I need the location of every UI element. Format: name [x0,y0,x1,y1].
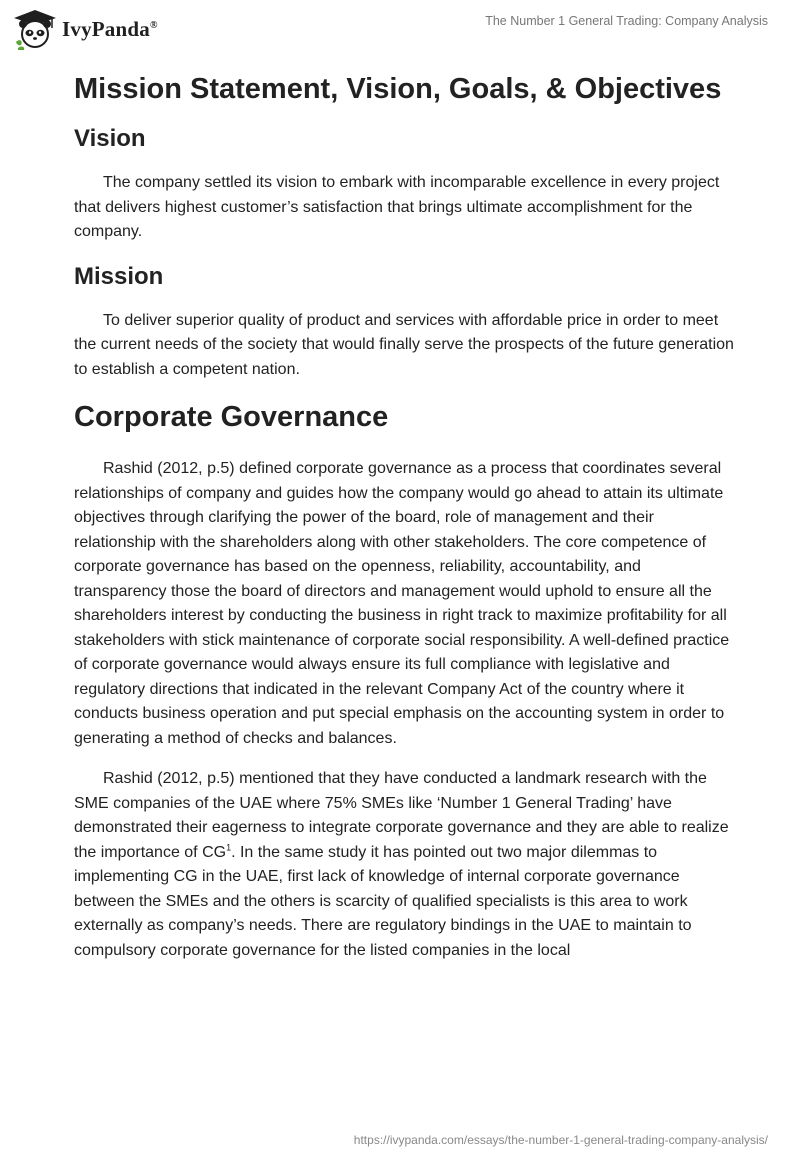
vision-paragraph: The company settled its vision to embark with incomparable excellence in every project that delivers highest customer’s satisfaction that brings ultimate accomplishment for the company. [74,174,720,240]
article-body [74,70,734,979]
main-heading: Mission Statement, Vision, Goals, & Objectives [74,73,722,105]
mission-paragraph: To deliver superior quality of product and services with affordable price in order to meet the current needs of the society that would finally serve the prospects of the future generation to establish a competent nation. [74,311,734,378]
page-header [0,0,800,60]
governance-paragraph-2-part-b: . In the same study it has pointed out two major dilemmas to implementing CG in the UAE, first lack of knowledge of internal corporate governance between the SMEs and the others is scarcity of qualified specialists is this area to work externally as company’s needs. There are regulatory bindings in the UAE to maintain to compulsory corporate governance for the listed companies in the local [74,843,692,959]
registered-mark: ® [149,19,158,31]
running-title: The Number 1 General Trading: Company Analysis [485,14,768,28]
governance-paragraph-2 [74,767,734,963]
governance-paragraph-2-part-a: Rashid (2012, p.5) mentioned that they have conducted a landmark research with the SME companies of the UAE where 75% SMEs like ‘Number 1 General Trading’ have demonstrated their eagerness to integrate corporate governance and they are able to realize the importance of CG [74,770,729,861]
footnote-marker[interactable]: 1 [226,842,232,853]
governance-paragraph-1: Rashid (2012, p.5) defined corporate governance as a process that coordinates several relationships of company and guides how the company would go ahead to attain its ultimate objectives through clarifying the power of the board, role of management and their relationship with the shareholders along with other stakeholders. The core competence of corporate governance has based on the openness, reliability, accountability, and transparency those the board of directors and management would uphold to ensure all the shareholders interest by conducting the business in right track to maximize profitability for all stakeholders with stick maintenance of corporate social responsibility. A well-defined practice of corporate governance would always ensure its full compliance with legislative and regulatory directions that indicated in the relevant Company Act of the country where it conducts business operation and put special emphasis on the accounting system in order to generating a method of checks and balances. [74,460,730,747]
brand-name: IvyPanda® [62,16,158,41]
panda-graduate-icon [12,8,58,50]
source-url[interactable]: https://ivypanda.com/essays/the-number-1-general-trading-company-analysis/ [353,1133,768,1147]
governance-heading: Corporate Governance [74,401,389,433]
ivypanda-logo[interactable] [12,8,158,50]
vision-heading: Vision [74,125,146,152]
mission-heading: Mission [74,262,164,290]
